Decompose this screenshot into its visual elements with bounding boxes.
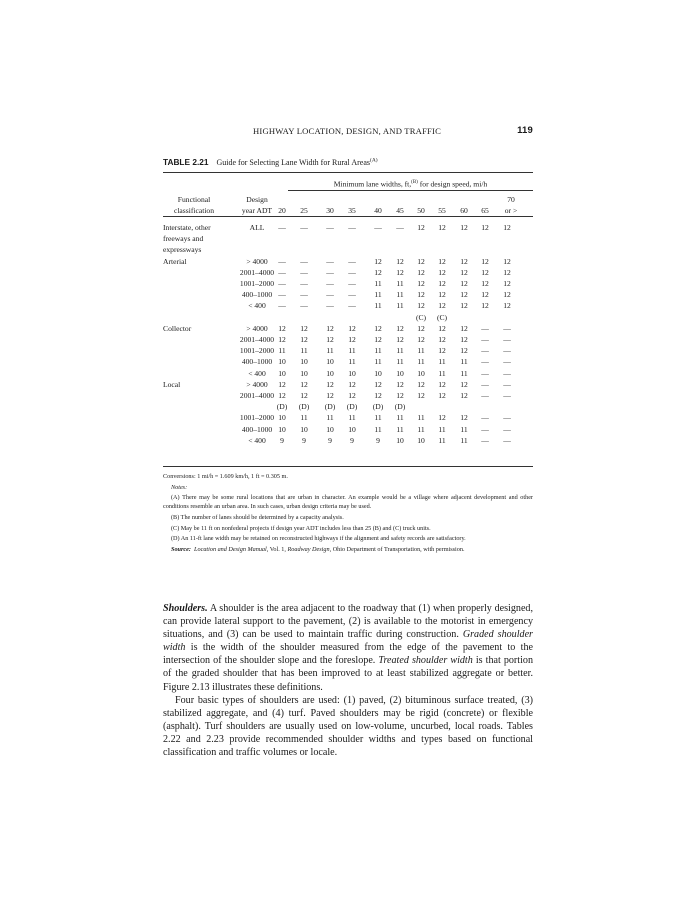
table-cell: — (278, 290, 286, 300)
table-cell: 11 (374, 413, 382, 423)
row-classification: Interstate, other (163, 223, 211, 232)
table-cell: 10 (417, 435, 425, 445)
row-adt: ALL (249, 223, 265, 232)
running-title: HIGHWAY LOCATION, DESIGN, AND TRAFFIC (253, 126, 442, 136)
table-cell: — (481, 424, 489, 434)
table-cell: 12 (460, 267, 468, 277)
table-cell: — (503, 413, 511, 423)
table-cell: 11 (326, 413, 334, 423)
table-cell: 11 (396, 290, 404, 300)
table-cell: — (481, 323, 489, 333)
row-adt: 1001–2000 (239, 346, 275, 356)
table-cell: 12 (278, 323, 286, 333)
table-cell: 12 (481, 290, 489, 300)
table-cell: — (326, 301, 334, 311)
table-cell: 12 (417, 323, 425, 333)
table-cell: 12 (396, 323, 404, 333)
table-cell: — (300, 256, 308, 266)
row-classification: Local (163, 379, 181, 389)
table-cell: 12 (417, 379, 425, 389)
row-classification: freeways and (163, 234, 204, 244)
table-cell: — (300, 290, 308, 300)
table-cell: 9 (350, 435, 354, 445)
table-cell: — (503, 379, 511, 389)
table-cell: 11 (374, 301, 382, 311)
row-adt: 2001–4000 (239, 391, 275, 400)
table-cell: 12 (374, 335, 382, 344)
table-cell: 10 (278, 357, 286, 367)
table-cell: 12 (374, 256, 382, 266)
table-cell: 12 (503, 223, 511, 232)
table-cell: — (481, 413, 489, 423)
speed-header-rule (288, 190, 533, 191)
col-header-adt: Design year ADT (241, 195, 273, 216)
table-cell: 10 (348, 424, 356, 434)
table-cell: — (300, 267, 308, 277)
table-cell: (D) (324, 402, 336, 412)
table-cell: — (503, 435, 511, 445)
table-cell: 12 (396, 391, 404, 400)
shoulders-paragraph: Shoulders. A shoulder is the area adjacent to the roadway that (1) when properly designed, can provide lateral support to the pavement, (2) is available to the motorist in emergency situations, and (3) can be used to maintain traffic during construction. Graded shoulder width is the width of the shoulder measured from the edge of the pavement to the intersection of the shoulder slope and the foreslope. Treated shoulder width is that portion of the graded shoulder that has been improved to at least stabilized aggregate or better. Figure 2.13 illustrates these definitions. (163, 603, 533, 693)
table-cell: — (481, 357, 489, 367)
table-cell: 12 (503, 279, 511, 288)
table-cell: 12 (460, 301, 468, 311)
table-cell: — (326, 290, 334, 300)
row-adt: 1001–2000 (239, 279, 275, 288)
table-cell: 12 (417, 267, 425, 277)
table-top-rule (163, 172, 533, 173)
table-cell: 12 (326, 391, 334, 400)
table-cell: 12 (417, 301, 425, 311)
table-cell: 12 (460, 346, 468, 356)
table-cell: — (326, 223, 334, 232)
table-cell: 10 (396, 435, 404, 445)
table-cell: 12 (481, 223, 489, 232)
table-cell: 12 (438, 391, 446, 400)
table-cell: 12 (396, 379, 404, 389)
table-cell: 12 (460, 391, 468, 400)
row-adt: 2001–4000 (239, 335, 275, 344)
table-cell: 12 (460, 279, 468, 288)
table-cell: 12 (438, 223, 446, 232)
table-cell: 9 (376, 435, 380, 445)
table-cell: 10 (300, 357, 308, 367)
table-cell: — (503, 346, 511, 356)
speed-header-10: 70 or > (504, 195, 518, 216)
table-cell: 10 (417, 368, 425, 378)
table-cell: 12 (374, 323, 382, 333)
table-cell: 11 (460, 424, 468, 434)
table-cell: 11 (417, 357, 425, 367)
table-cell: 12 (417, 391, 425, 400)
table-cell: 11 (417, 413, 425, 423)
table-cell: 11 (438, 357, 446, 367)
table-cell: 11 (300, 346, 308, 356)
table-cell: 12 (417, 223, 425, 232)
table-cell: — (481, 335, 489, 344)
table-cell: — (503, 391, 511, 400)
table-cell: 12 (417, 335, 425, 344)
table-cell: 11 (438, 368, 446, 378)
table-cell: (D) (394, 402, 406, 412)
table-cell: — (348, 256, 356, 266)
table-cell: 12 (326, 323, 334, 333)
table-cell: — (481, 368, 489, 378)
row-adt: > 4000 (246, 256, 268, 266)
table-cell: — (481, 379, 489, 389)
table-cell: 12 (481, 301, 489, 311)
table-cell: 12 (503, 301, 511, 311)
table-cell: 12 (438, 379, 446, 389)
table-cell: — (278, 223, 286, 232)
table-cell: — (300, 223, 308, 232)
speed-header-8: 60 (460, 206, 468, 215)
page-number: 119 (517, 125, 533, 136)
table-cell: 10 (300, 368, 308, 378)
table-cell: 12 (278, 335, 286, 344)
speed-header-2: 30 (326, 206, 334, 215)
table-cell: — (326, 279, 334, 288)
notes-heading: Notes: (171, 483, 188, 491)
table-cell: 11 (374, 279, 382, 288)
table-cell: 12 (460, 256, 468, 266)
table-cell: 11 (460, 368, 468, 378)
table-cell: 12 (300, 391, 308, 400)
table-cell: 12 (300, 323, 308, 333)
table-cell: 11 (417, 424, 425, 434)
table-cell: 11 (348, 346, 356, 356)
table-cell: — (348, 290, 356, 300)
table-cell: 12 (460, 223, 468, 232)
table-cell: 12 (396, 335, 404, 344)
table-cell: 11 (396, 357, 404, 367)
table-cell: — (348, 301, 356, 311)
table-cell: — (481, 346, 489, 356)
table-cell: 12 (460, 335, 468, 344)
table-cell: 12 (278, 391, 286, 400)
table-cell: 12 (417, 256, 425, 266)
table-cell: — (374, 223, 382, 232)
table-cell: 12 (300, 335, 308, 344)
table-cell: — (278, 256, 286, 266)
table-notes (163, 473, 533, 557)
table-cell: 11 (438, 424, 446, 434)
table-header-rule (163, 216, 533, 217)
table-cell: — (326, 267, 334, 277)
table-cell: 11 (460, 357, 468, 367)
row-adt: > 4000 (246, 323, 268, 333)
table-cell: 10 (326, 357, 334, 367)
table-cell: 10 (396, 368, 404, 378)
table-cell: 11 (374, 424, 382, 434)
table-cell: 10 (300, 424, 308, 434)
table-cell: 12 (503, 256, 511, 266)
table-cell: 11 (460, 435, 468, 445)
table-cell: — (278, 301, 286, 311)
col-header-functional: Functional classification (173, 195, 215, 216)
table-cell: 10 (326, 424, 334, 434)
table-cell: 11 (374, 346, 382, 356)
table-cell: — (348, 279, 356, 288)
row-classification: Arterial (163, 256, 187, 266)
table-cell: 12 (348, 323, 356, 333)
table-cell: 12 (374, 267, 382, 277)
table-cell: 12 (417, 279, 425, 288)
note-a: (A) There may be some rural locations that are urban in character. An example would be a village where adjacent development and other conditions resemble an urban area. In such cases, urban design criteria may be used. (163, 494, 533, 511)
speed-header-6: 50 (417, 206, 425, 215)
table-cell: 12 (503, 267, 511, 277)
table-cell: 10 (348, 368, 356, 378)
table-cell: — (396, 223, 404, 232)
table-cell: 12 (438, 267, 446, 277)
table-cell: 12 (417, 290, 425, 300)
speed-header-5: 45 (396, 206, 404, 215)
row-classification: Collector (163, 323, 192, 333)
table-cell: 11 (417, 346, 425, 356)
table-cell: 12 (374, 379, 382, 389)
table-cell: — (348, 267, 356, 277)
table-cell: 12 (348, 335, 356, 344)
table-cell: 12 (438, 256, 446, 266)
table-cell: (C) (415, 312, 427, 322)
row-adt: 400–1000 (241, 424, 273, 434)
table-cell: 11 (374, 357, 382, 367)
body-text (163, 602, 533, 759)
speed-header-3: 35 (348, 206, 356, 215)
table-cell: 12 (326, 379, 334, 389)
table-cell: 12 (460, 290, 468, 300)
table-cell: — (503, 323, 511, 333)
table-cell: (D) (372, 402, 384, 412)
table-cell: 11 (348, 357, 356, 367)
note-c: (C) May be 11 ft on nonfederal projects if design year ADT includes less than 25 (B) and (C) truck units. (171, 524, 431, 532)
table-cell: 11 (396, 413, 404, 423)
table-cell: 12 (460, 413, 468, 423)
row-adt: < 400 (248, 301, 266, 311)
table-cell: 12 (438, 323, 446, 333)
table-cell: — (326, 256, 334, 266)
table-cell: 11 (326, 346, 334, 356)
table-cell: 12 (348, 379, 356, 389)
table-cell: — (278, 279, 286, 288)
table-cell: 11 (396, 279, 404, 288)
note-d: (D) An 11-ft lane width may be retained on reconstructed highways if the alignment and safety records are satisfactory. (171, 535, 466, 543)
table-cell: — (503, 424, 511, 434)
table-cell: 10 (326, 368, 334, 378)
table-cell: (D) (276, 402, 288, 412)
speed-header: Minimum lane widths, ft,$^{(B)}$ for design speed, mi/h (333, 179, 488, 189)
row-adt: 2001–4000 (239, 267, 275, 277)
speed-header-0: 20 (278, 206, 286, 215)
table-cell: 12 (460, 323, 468, 333)
table-cell: 12 (481, 256, 489, 266)
row-adt: 400–1000 (241, 357, 273, 367)
table-cell: — (300, 279, 308, 288)
speed-header-1: 25 (300, 206, 308, 215)
table-cell: 9 (302, 435, 306, 445)
table-cell: 12 (438, 290, 446, 300)
table-cell: — (300, 301, 308, 311)
table-cell: (D) (298, 402, 310, 412)
table-cell: 12 (438, 413, 446, 423)
table-cell: 9 (328, 435, 332, 445)
table-cell: 11 (396, 346, 404, 356)
speed-header-4: 40 (374, 206, 382, 215)
speed-header-7: 55 (438, 206, 446, 215)
table-cell: 12 (481, 279, 489, 288)
table-cell: 12 (438, 279, 446, 288)
table-cell: 11 (438, 435, 446, 445)
table-cell: 10 (278, 368, 286, 378)
table-caption-text: Guide for Selecting Lane Width for Rural Areas (216, 158, 370, 167)
speed-header-9: 65 (481, 206, 489, 215)
table-cell: 12 (438, 346, 446, 356)
table-cell: — (481, 435, 489, 445)
table-cell: 11 (396, 301, 404, 311)
table-cell: 12 (348, 391, 356, 400)
table-cell: — (278, 267, 286, 277)
table-cell: — (481, 391, 489, 400)
table-cell: (C) (436, 312, 448, 322)
note-b: (B) The number of lanes should be determined by a capacity analysis. (171, 513, 344, 521)
table-cell: 9 (280, 435, 284, 445)
row-adt: < 400 (248, 435, 266, 445)
table-cell: 12 (460, 379, 468, 389)
table-cell: — (503, 368, 511, 378)
table-cell: 12 (300, 379, 308, 389)
row-adt: 400–1000 (241, 290, 273, 300)
table-cell: 12 (438, 335, 446, 344)
table-cell: 12 (503, 290, 511, 300)
table-cell: 11 (374, 290, 382, 300)
table-caption-note: (A) (369, 157, 378, 164)
shoulder-types-paragraph: Four basic types of shoulders are used: (1) paved, (2) bituminous surface treated, (3) stabilized aggregate, and (4) turf. Paved shoulders may be rigid (concrete) or flexible (asphalt). Turf shoulders are usually used on low-volume, uncurbed, local roads. Tables 2.22 and 2.23 provide recommended shoulder widths and types based on functional classification and traffic volumes or locale. (163, 694, 533, 759)
table-cell: 11 (278, 346, 286, 356)
table-cell: 12 (278, 379, 286, 389)
table-cell: 11 (396, 424, 404, 434)
table-cell: 12 (481, 267, 489, 277)
table-cell: 10 (278, 413, 286, 423)
table-cell: — (503, 335, 511, 344)
table-cell: 12 (396, 256, 404, 266)
row-adt: > 4000 (246, 379, 268, 389)
table-cell: (D) (346, 402, 358, 412)
table-bottom-rule (163, 466, 533, 467)
table-cell: 12 (374, 391, 382, 400)
row-classification: expressways (163, 245, 202, 255)
table-cell: 11 (300, 413, 308, 423)
table-cell: 10 (278, 424, 286, 434)
table-cell: 12 (396, 267, 404, 277)
source-note: Source: Location and Design Manual, Vol. 1, Roadway Design, Ohio Department of Transportation, with permission. (171, 545, 465, 553)
table-caption (163, 157, 378, 167)
table-cell: 12 (438, 301, 446, 311)
table-cell: — (503, 357, 511, 367)
table-cell: 10 (374, 368, 382, 378)
table-cell: 11 (348, 413, 356, 423)
conversions-note: Conversions: 1 mi/h = 1.609 km/h, 1 ft = 0.305 m. (163, 473, 288, 480)
table-cell: — (348, 223, 356, 232)
table-cell: 12 (326, 335, 334, 344)
row-adt: < 400 (248, 368, 266, 378)
row-adt: 1001–2000 (239, 413, 275, 423)
table-number: TABLE 2.21 (163, 157, 209, 167)
